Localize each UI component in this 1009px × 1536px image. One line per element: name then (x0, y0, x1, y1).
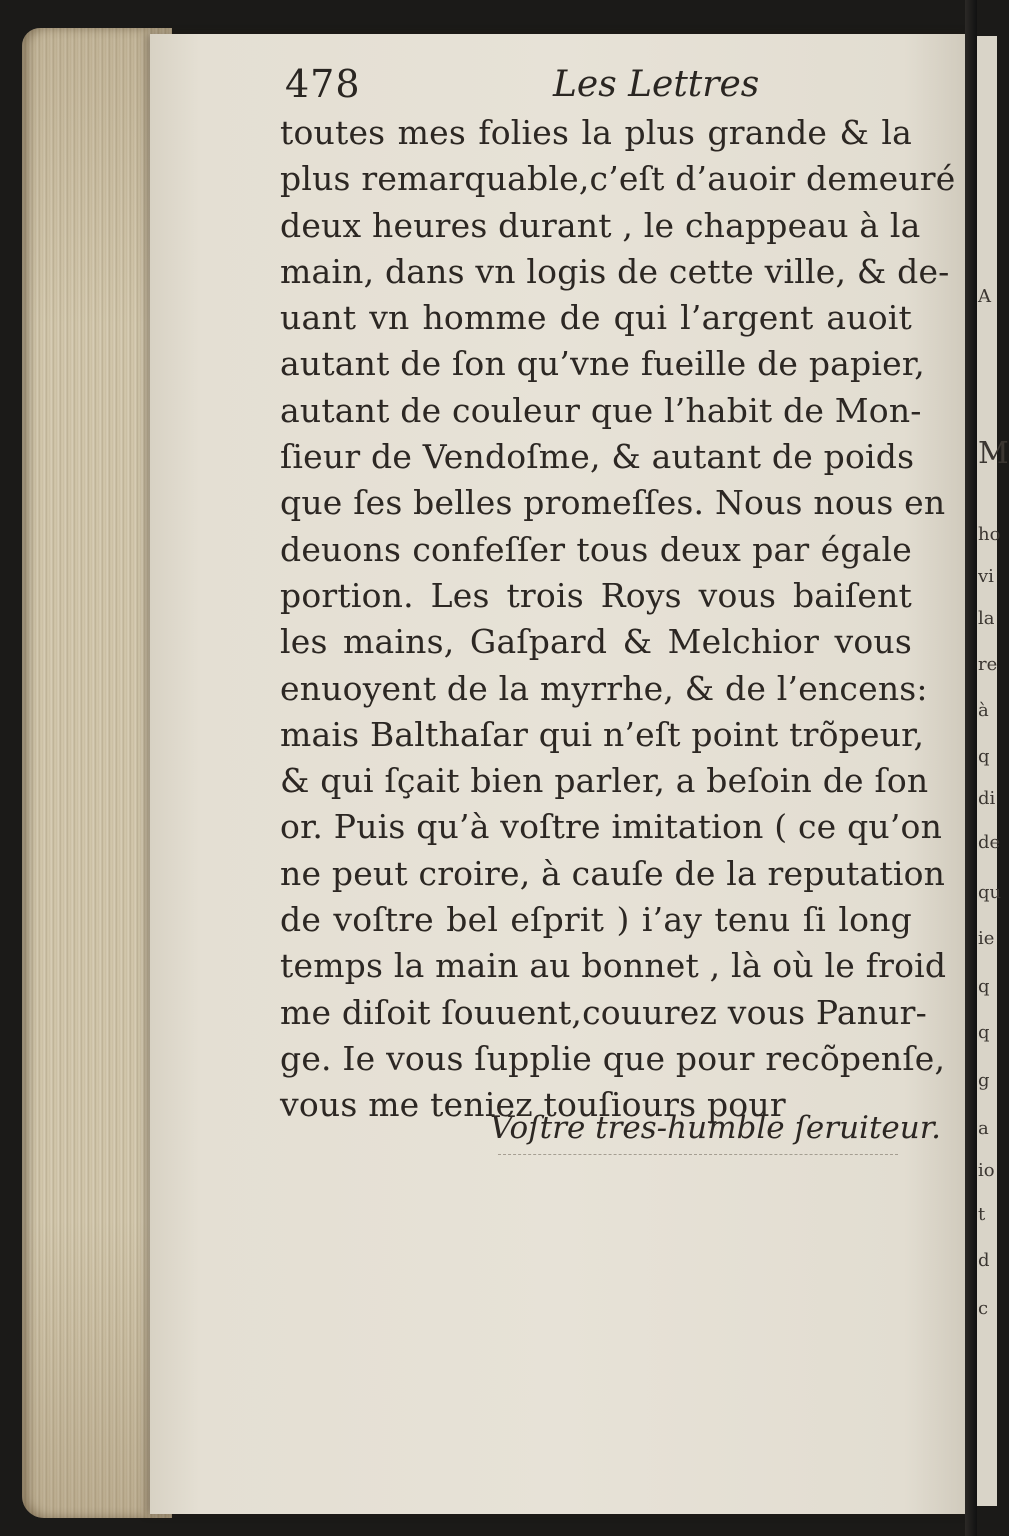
text-line: enuoyent de la myrrhe, & de l’encens: (280, 668, 928, 708)
text-line: or. Puis qu’à voſtre imitation ( ce qu’on (280, 807, 943, 847)
page-number: 478 (285, 62, 361, 106)
text-line: toutes mes folies la plus grande & la (280, 113, 912, 152)
facing-page-fragment: g (978, 1070, 990, 1091)
facing-page-fragment: t (978, 1204, 986, 1225)
facing-page-fragment: a (978, 1118, 989, 1139)
facing-page-fragment: vi (978, 566, 994, 587)
facing-page-fragment: q (978, 1022, 990, 1043)
text-line: que ſes belles promeſſes. Nous nous en (280, 483, 946, 523)
facing-page-fragment: ie (978, 928, 995, 949)
facing-page-fragment: la (978, 608, 995, 629)
facing-page-fragment: ho (978, 524, 1001, 545)
text-line: mais Balthaſar qui n’eſt point trõpeur, (280, 714, 925, 754)
text-line: me diſoit ſouuent,couurez vous Panur- (280, 992, 927, 1032)
text-line: plus remarquable,c’eſt d’auoir demeuré (280, 159, 956, 199)
text-line: portion. Les trois Roys vous baiſent (280, 575, 912, 615)
facing-page-fragment: io (978, 1160, 995, 1181)
letter-text (280, 110, 956, 1129)
facing-page-fragment: d (978, 1250, 990, 1271)
facing-page-fragment: c (978, 1298, 989, 1319)
text-line: main, dans vn logis de cette ville, & de- (280, 251, 950, 291)
text-line: ge. Ie vous ſupplie que pour recõpenſe, (280, 1038, 946, 1078)
facing-page-fragment: q (978, 976, 990, 997)
text-line: deux heures durant , le chappeau à la (280, 205, 921, 245)
text-line: vous me teniez touſiours pour (280, 1085, 786, 1125)
facing-page-fragment: di (978, 788, 996, 809)
text-line: autant de ſon qu’vne fueille de papier, (280, 344, 925, 384)
text-line: temps la main au bonnet , là où le froid (280, 946, 947, 986)
facing-page-fragment: qu (978, 882, 1002, 903)
text-line: autant de couleur que l’habit de Mon- (280, 390, 922, 430)
facing-page-fragment: M (978, 436, 1009, 471)
running-head (285, 62, 925, 112)
text-line: les mains, Gaſpard & Melchior vous (280, 622, 912, 662)
signature-underline (498, 1154, 898, 1155)
letter-signature: Voſtre tres-humble ſeruiteur. (490, 1110, 941, 1146)
running-head-title: Les Lettres (553, 64, 760, 105)
text-line: ne peut croire, à cauſe de la reputation (280, 853, 946, 893)
facing-page-fragment: de (978, 832, 1001, 853)
facing-page-fragment: à (978, 700, 989, 721)
text-line: ſieur de Vendoſme, & autant de poids (280, 437, 915, 477)
text-line: & qui ſçait bien parler, a beſoin de ſon (280, 761, 929, 801)
text-line: de voſtre bel eſprit ) i’ay tenu ſi long (280, 900, 912, 940)
text-line: deuons confeſſer tous deux par égale (280, 529, 912, 569)
facing-page-fragment: A (978, 286, 991, 307)
facing-page-sliver (977, 36, 1009, 1506)
book-gutter (965, 0, 977, 1536)
facing-page-fragment: q (978, 746, 990, 767)
facing-page-fragment: re (978, 654, 998, 675)
text-line: uant vn homme de qui l’argent auoit (280, 298, 912, 338)
